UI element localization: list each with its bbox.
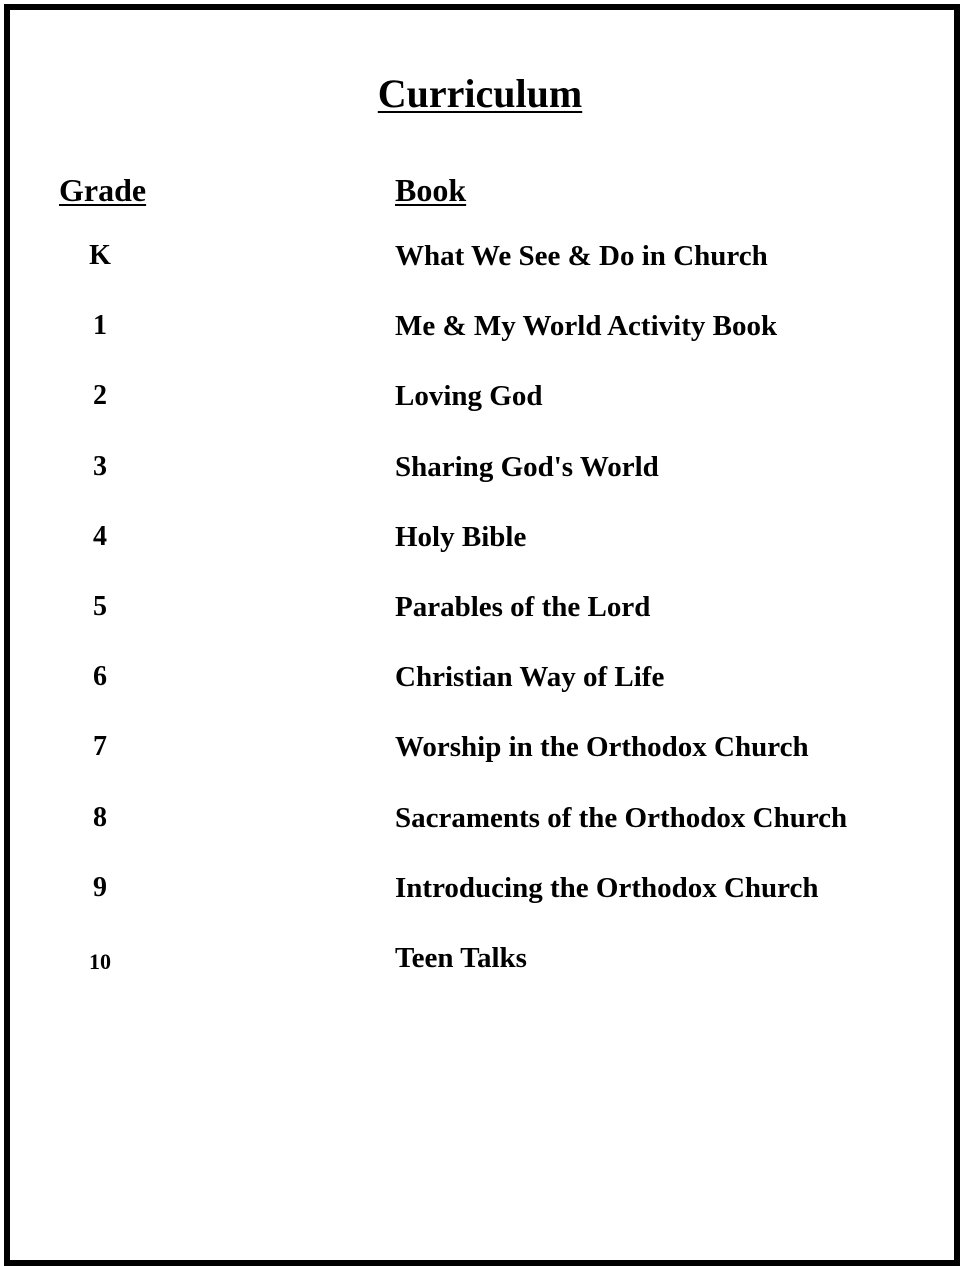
book-cell: Parables of the Lord xyxy=(395,590,651,623)
grade-cell: 5 xyxy=(93,590,107,622)
book-cell: Me & My World Activity Book xyxy=(395,310,778,343)
grade-cell: 1 xyxy=(93,310,107,342)
grade-cell: 9 xyxy=(93,871,107,903)
grade-column-header: Grade xyxy=(59,172,147,208)
curriculum-row-3 xyxy=(0,447,960,517)
page-title: Curriculum xyxy=(377,71,583,116)
grade-cell: 4 xyxy=(93,520,107,552)
grade-cell: 3 xyxy=(93,450,107,482)
curriculum-row-4 xyxy=(0,517,960,587)
curriculum-row-8 xyxy=(0,798,960,868)
curriculum-row-5 xyxy=(0,587,960,657)
book-cell: Loving God xyxy=(395,380,543,413)
curriculum-row-k xyxy=(0,236,960,306)
curriculum-row-6 xyxy=(0,657,960,727)
book-column-header: Book xyxy=(395,172,467,208)
curriculum-row-1 xyxy=(0,306,960,376)
grade-cell: 6 xyxy=(93,661,107,693)
book-cell: Sharing God's World xyxy=(395,450,659,483)
book-cell: Holy Bible xyxy=(395,520,527,553)
book-cell: Introducing the Orthodox Church xyxy=(395,871,819,904)
grade-cell: 2 xyxy=(93,380,107,412)
book-cell: What We See & Do in Church xyxy=(395,240,768,272)
grade-cell: K xyxy=(89,240,111,271)
grade-cell: 10 xyxy=(89,948,111,974)
grade-cell: 7 xyxy=(93,731,107,763)
book-cell: Teen Talks xyxy=(395,941,527,974)
book-cell: Worship in the Orthodox Church xyxy=(395,731,809,764)
book-cell: Sacraments of the Orthodox Church xyxy=(395,801,848,834)
grade-cell: 8 xyxy=(93,801,107,833)
curriculum-list xyxy=(0,236,960,1008)
curriculum-row-2 xyxy=(0,376,960,446)
curriculum-row-7 xyxy=(0,727,960,797)
curriculum-row-9 xyxy=(0,868,960,938)
curriculum-row-10 xyxy=(0,938,960,1008)
book-cell: Christian Way of Life xyxy=(395,661,665,694)
